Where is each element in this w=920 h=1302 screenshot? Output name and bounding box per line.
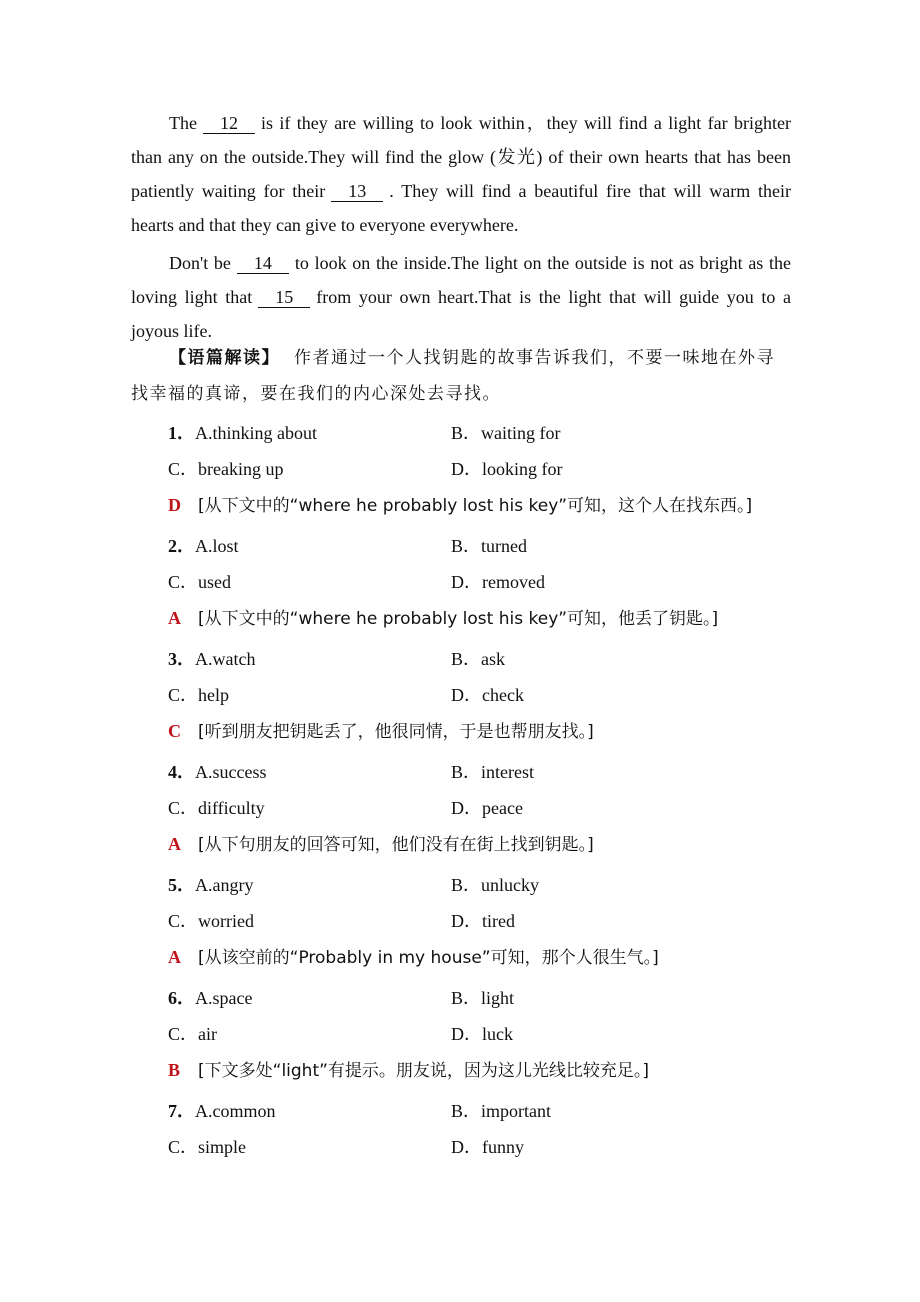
answer-letter: C [168,721,181,741]
option-row [168,564,808,600]
reading-summary-text: 作者通过一个人找钥匙的故事告诉我们，不要一味地在外寻找幸福的真谛，要在我们的内心深处去寻找。 [131,348,775,404]
reading-summary [131,340,791,412]
option-b: B．light [451,988,515,1008]
option-b: B．important [451,1101,551,1121]
option-d: D．peace [451,798,523,818]
question-4 [168,754,808,862]
answer-row [168,600,808,636]
blank-14: 14 [237,253,289,274]
option-a: A.common [195,1101,276,1121]
option-row [168,528,808,564]
reading-summary-title: 【语篇解读】 [169,348,280,368]
option-row [168,903,808,939]
answer-explanation: [听到朋友把钥匙丢了，他很同情，于是也帮朋友找。] [198,722,594,742]
answer-letter: A [168,608,181,628]
option-d: D．check [451,685,524,705]
option-c: C．difficulty [168,798,265,818]
passage-paragraph-1 [131,106,791,242]
question-3 [168,641,808,749]
option-d: D．looking for [451,459,563,479]
option-c: C．breaking up [168,459,284,479]
answer-row [168,1052,808,1088]
option-a: A.watch [195,649,256,669]
question-number: 5． [168,875,195,895]
option-a: A.success [195,762,267,782]
answer-explanation: [从该空前的“Probably in my house”可知，那个人很生气。] [198,948,659,968]
option-b: B．waiting for [451,423,561,443]
question-2 [168,528,808,636]
answer-letter: D [168,495,181,515]
question-6 [168,980,808,1088]
option-c: C．air [168,1024,217,1044]
option-c: C．used [168,572,231,592]
passage-paragraph-2 [131,246,791,348]
question-number: 7． [168,1101,195,1121]
option-c: C．simple [168,1137,247,1157]
passage-text: . They will find a beautiful fire that will warm their hearts and that they can give to everyone everywhere. [131,181,792,235]
question-number: 4． [168,762,195,782]
passage-text: Don't be [169,253,231,273]
question-7 [168,1093,808,1165]
answer-explanation: [从下文中的“where he probably lost his key”可知，这个人在找东西。] [198,496,753,516]
question-number: 1． [168,423,195,443]
option-c: C．help [168,685,229,705]
option-b: B．turned [451,536,527,556]
option-row [168,754,808,790]
option-row [168,790,808,826]
option-row [168,1129,808,1165]
option-row [168,641,808,677]
answer-explanation: [下文多处“light”有提示。朋友说，因为这儿光线比较充足。] [198,1061,650,1081]
option-row [168,415,808,451]
question-number: 6． [168,988,195,1008]
option-a: A.angry [195,875,254,895]
answer-explanation: [从下文中的“where he probably lost his key”可知，他丢了钥匙。] [198,609,719,629]
question-1 [168,415,808,523]
option-row [168,980,808,1016]
answer-letter: A [168,947,181,967]
option-d: D．luck [451,1024,513,1044]
option-a: A.lost [195,536,239,556]
passage-text: The [169,113,197,133]
answer-row [168,487,808,523]
answer-letter: B [168,1060,181,1080]
option-b: B．unlucky [451,875,539,895]
answer-row [168,939,808,975]
passage-text: to look on the inside.The light on the outside is not as bright as the loving light that [131,253,791,307]
option-b: B．interest [451,762,534,782]
option-d: D．tired [451,911,515,931]
answer-row [168,713,808,749]
option-d: D．funny [451,1137,524,1157]
option-a: A.space [195,988,253,1008]
option-c: C．worried [168,911,254,931]
answer-row [168,826,808,862]
question-5 [168,867,808,975]
option-row [168,867,808,903]
passage-text: is if they are willing to look within，they will find a light far brighter than any on the outside.They will find the glow (发光) of their own hearts that has been patiently waiting for their [131,113,791,201]
blank-13: 13 [331,181,383,202]
question-number: 2． [168,536,195,556]
blank-12: 12 [203,113,255,134]
question-number: 3． [168,649,195,669]
passage-text: from your own heart.That is the light that will guide you to a joyous life. [131,287,792,341]
option-row [168,451,808,487]
answer-explanation: [从下句朋友的回答可知，他们没有在街上找到钥匙。] [198,835,594,855]
option-row [168,677,808,713]
option-row [168,1093,808,1129]
option-b: B．ask [451,649,505,669]
option-a: A.thinking about [195,423,317,443]
option-row [168,1016,808,1052]
answer-letter: A [168,834,181,854]
option-d: D．removed [451,572,545,592]
blank-15: 15 [258,287,310,308]
